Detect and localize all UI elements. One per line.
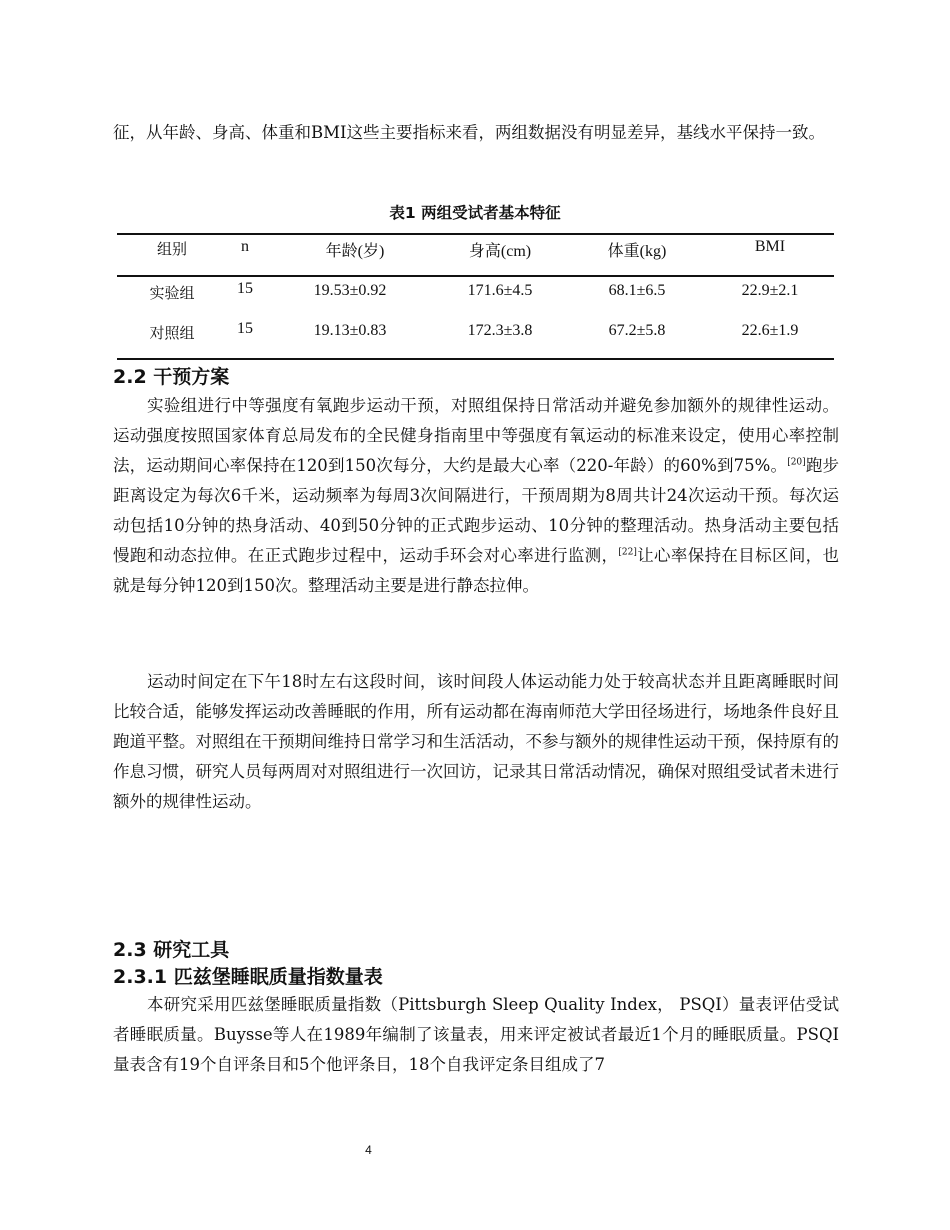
body-paragraph: 运动时间定在下午18时左右这段时间，该时间段人体运动能力处于较高状态并且距离睡眠时间比较合适，能够发挥运动改善睡眠的作用，所有运动都在海南师范大学田径场进行，场地条件良好且跑道平整。对照组在干预期间维持日常学习和生活活动，不参与额外的规律性运动干预，保持原有的作息习惯，研究人员每两周对对照组进行一次回访，记录其日常活动情况，确保对照组受试者未进行额外的规律性运动。: [113, 672, 839, 811]
table-cell: 19.53±0.92: [313, 282, 387, 299]
table-top-rule: [117, 233, 834, 235]
header-cell: 组别: [156, 240, 187, 258]
page-number: 4: [365, 1143, 372, 1157]
header-cell: 年龄(岁): [325, 243, 385, 260]
body-paragraph: 本研究采用匹兹堡睡眠质量指数（Pittsburgh Sleep Quality Index， PSQI）量表评估受试者睡眠质量。Buysse等人在1989年编制了该量表，用来评定被试者最近1个月的睡眠质量。PSQI量表含有19个自评条目和5个他评条目，18个自我评定条目组成了7: [113, 995, 839, 1074]
header-cell: BMI: [754, 238, 786, 255]
table-cell: 67.2±5.8: [608, 322, 666, 339]
table-cell: 172.3±3.8: [467, 322, 533, 339]
header-cell: 身高(cm): [468, 243, 532, 260]
subsection-heading: 2.3.1 匹兹堡睡眠质量指数量表: [113, 966, 383, 988]
table-caption: 表1 两组受试者基本特征: [389, 204, 561, 222]
citation-ref[interactable]: [22]: [618, 547, 637, 558]
intro-paragraph: 征，从年龄、身高、体重和BMI这些主要指标来看，两组数据没有明显差异，基线水平保持一致。: [113, 123, 826, 142]
body-paragraph: [113, 391, 839, 601]
citation-ref[interactable]: [20]: [787, 457, 806, 468]
table-cell: 171.6±4.5: [467, 282, 533, 299]
table-cell: 15: [237, 280, 253, 297]
table-cell: 对照组: [149, 324, 195, 342]
table-cell: 15: [237, 320, 253, 337]
section-heading: 2.3 研究工具: [113, 939, 230, 961]
table-bottom-rule: [117, 358, 834, 360]
table-cell: 实验组: [149, 284, 195, 302]
header-cell: n: [241, 238, 249, 255]
paragraph-text: 跑步距离设定为每次6千米，运动频率为每周3次间隔进行，干预周期为8周共计24次运动干预。每次运动包括10分钟的热身活动、40到50分钟的正式跑步运动、10分钟的整理活动。热身活动主要包括慢跑和动态拉伸。在正式跑步过程中，运动手环会对心率进行监测，: [113, 456, 840, 565]
table-cell: 19.13±0.83: [313, 322, 387, 339]
paragraph-text: 让心率保持在目标区间，也就是每分钟120到150次。整理活动主要是进行静态拉伸。: [113, 546, 840, 595]
table-header-rule: [117, 275, 834, 277]
table-cell: 22.9±2.1: [741, 282, 799, 299]
paragraph-text: 实验组进行中等强度有氧跑步运动干预，对照组保持日常活动并避免参加额外的规律性运动。运动强度按照国家体育总局发布的全民健身指南里中等强度有氧运动的标准来设定，使用心率控制法，运动期间心率保持在120到150次每分，大约是最大心率（220-年龄）的60%到75%。: [113, 396, 839, 475]
table-cell: 68.1±6.5: [608, 282, 666, 299]
header-cell: 体重(kg): [607, 243, 667, 260]
section-heading: 2.2 干预方案: [113, 366, 230, 388]
table-cell: 22.6±1.9: [741, 322, 799, 339]
